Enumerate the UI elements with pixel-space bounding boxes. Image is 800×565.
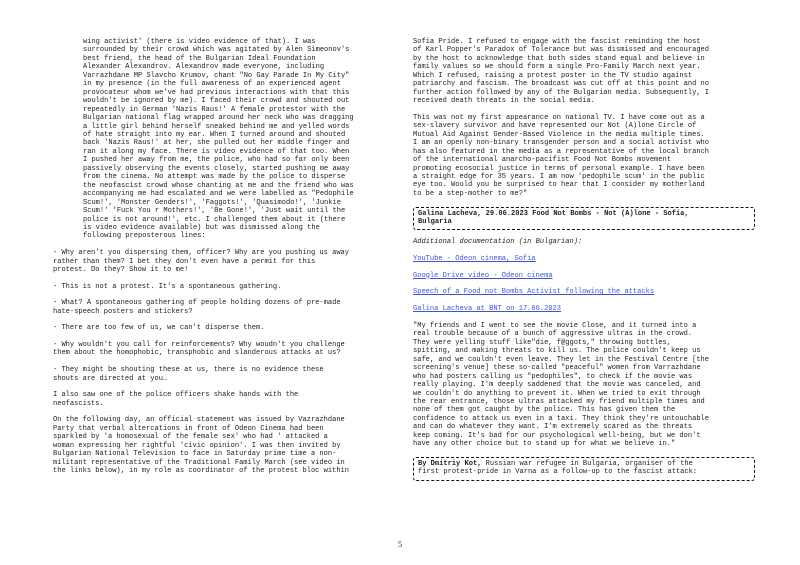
dialogue-line: - Why wouldn't you call for reinforcements? Why woudn't you challenge them about the homophobic, transphobic and slanderous attacks at us? — [53, 340, 345, 358]
left-column — [53, 38, 392, 484]
dialogue-line: - This is not a protest. It's a spontaneous gathering. — [53, 282, 282, 291]
additional-documentation-label: Additional documentation (in Bulgarian): — [413, 238, 583, 247]
byline-box — [413, 457, 755, 481]
intro-paragraph: wing activist' (there is video evidence of that). I was surrounded by their crowd which was agitated by Alen Simeonov's best friend, the head of the Bulgarian Ideal Foundation Alexander Alexandrov. Alexandrov made everyone, including Varrazhdane MP Slavcho Krumov, chant "No Gay Parade In My City" in my presence (in the full awareness of an experienced agent provocateur whom we've had previous interactions with that this wouldn't be ignored by me). I faced their crowd and shouted out repeatedly in German 'Nazis Raus!' A female protestor with the Bulgarian national flag wrapped around her neck who was dragging a little girl behind herself sneaked behind me and yelled words of hate straight into my ear. When I turned around and shouted back 'Nazis Raus!' at her, she pulled out her middle finger and ran it along my face. There is video evidence of that too. When I pushed her away from me, the police, who had so far only been passively observing the events closely, started pushing me away from the cinema. No attempt was made by the police to disperse the neofascist crowd whose chanting at me and the friend who was accompanying me had escalated and we were labelled as "Pedophile Scum!', 'Monster Genders!', 'Faggots!', 'Quasimodo!', 'Junkie Scum!' 'Fuck You r Mothers!', 'Be Gone!', 'Just wait until the police is not around!', etc. I challenged them about it (there is video evidence available) but was dismissed along the following preposterous lines: — [83, 38, 354, 241]
signature-text: Galina Lacheva, 29.06.2023 Food Not Bombs - Not (A)lone - Sofia, Bulgaria — [418, 209, 689, 226]
page-number: 5 — [398, 540, 402, 549]
quote-paragraph: "My friends and I went to see the movie Close, and it turned into a real trouble because of a bunch of aggressive ultras in the crowd. They were yelling stuff like"die, f@ggots," throwing bottles, spitting, and making threats to kill us. The police couldn't keep us safe, and we couldn't even leave. They let in the Festival Centre [the screening's venue] these so-called "peaceful" women from Varrazhdane who had posters calling us "pedophiles", to check if the movie was really playing. I'm deeply saddened that the movie was canceled, and we couldn't do anything to prevent it. When we tried to exit through the rear entrance, those ultras attacked my friend multiple times and none of them got caught by the police. This has given them the confidence to attack us even in a taxi. They think they're untouchable and can do whatever they want. I'm extremely scared as the threats keep coming. It's bad for our psychological well-being, but we don't have any other choice but to stand up for what we believe in." — [413, 321, 710, 449]
sofia-pride-paragraph: Sofia Pride. I refused to engage with the fascist reminding the host of Karl Popper's Paradox of Tolerance but was dismissed and encouraged by the host to acknowledge that both sides stand equal and believe in family values so we should form a single Pro-Family March next year. Which I refused, raising a protest poster in the TV studio against patriarchy and fascism. The broadcast was cut off at this point and no further action followed by any of the Bulgarian media. Subsequently, I received death threats in the social media. — [413, 38, 710, 106]
handshake-paragraph: I also saw one of the police officers shake hands with the neofascists. — [53, 391, 299, 408]
dialogue-line: - There are too few of us, we can't disperse them. — [53, 324, 265, 333]
signature-box — [413, 207, 755, 231]
link-google-drive-odeon[interactable]: Google Drive video - Odeon cinema — [413, 271, 553, 280]
link-lacheva-bnt[interactable]: Galina Lacheva at BNT on 17.06.2023 — [413, 305, 562, 314]
byline-description: Russian war refugee in Bulgaria, organiser of the first protest-pride in Varna as a follow-up to the fascist attack: — [418, 459, 698, 477]
link-youtube-odeon[interactable]: YouTube - Odeon cinema, Sofia — [413, 254, 536, 263]
right-column — [413, 38, 755, 489]
national-tv-paragraph: This was not my first appearance on national TV. I have come out as a sex-slavery survivor and have represented our Not (A)lone Circle of Mutual Aid Against Gender-Based Violence in the media multiple times. I am an openly non-binary transgender person and a social activist who has also featured in the media as a representative of the local branch of the international anarcho-pacifist Food Not Bombs movement promoting ecosocial justice in terms of personal example. I have been a straight edge for 35 years. I am now 'pedophile scum' in the public eye too. Would you be surprised to hear that I consider my motherland to be a step-mother to me?" — [413, 113, 710, 198]
dialogue-line: - They might be shouting these at us, there is no evidence these shouts are directed at you… — [53, 366, 324, 383]
byline-author: By Dmitriy Kot, — [418, 459, 482, 468]
dialogue-line: - Why aren't you dispersing them, officer? Why are you pushing us away rather than them? I bet they don't even have a permit for this protest. Do they? Show it to me! — [53, 249, 350, 274]
dialogue-line: - What? A spontaneous gathering of people holding dozens of pre-made hate-speech posters and stickers? — [53, 299, 341, 316]
following-day-paragraph: On the following day, an official statement was issued by Vazrazhdane Party that verbal altercations in front of Odeon Cinema had been sparkled by 'a homosexual of the female sex' who had ' attacked a woman expressing her rightful 'civic opinion'. I was then invited by Bulgarian National Television to face in Saturday prime time a non- militant representative of the Traditional Family March (see video in the links below), in my role as coordinator of the protest bloc within — [53, 416, 350, 475]
link-speech-food-not-bombs[interactable]: Speech of a Food not Bombs Activist following the attacks — [413, 288, 655, 297]
